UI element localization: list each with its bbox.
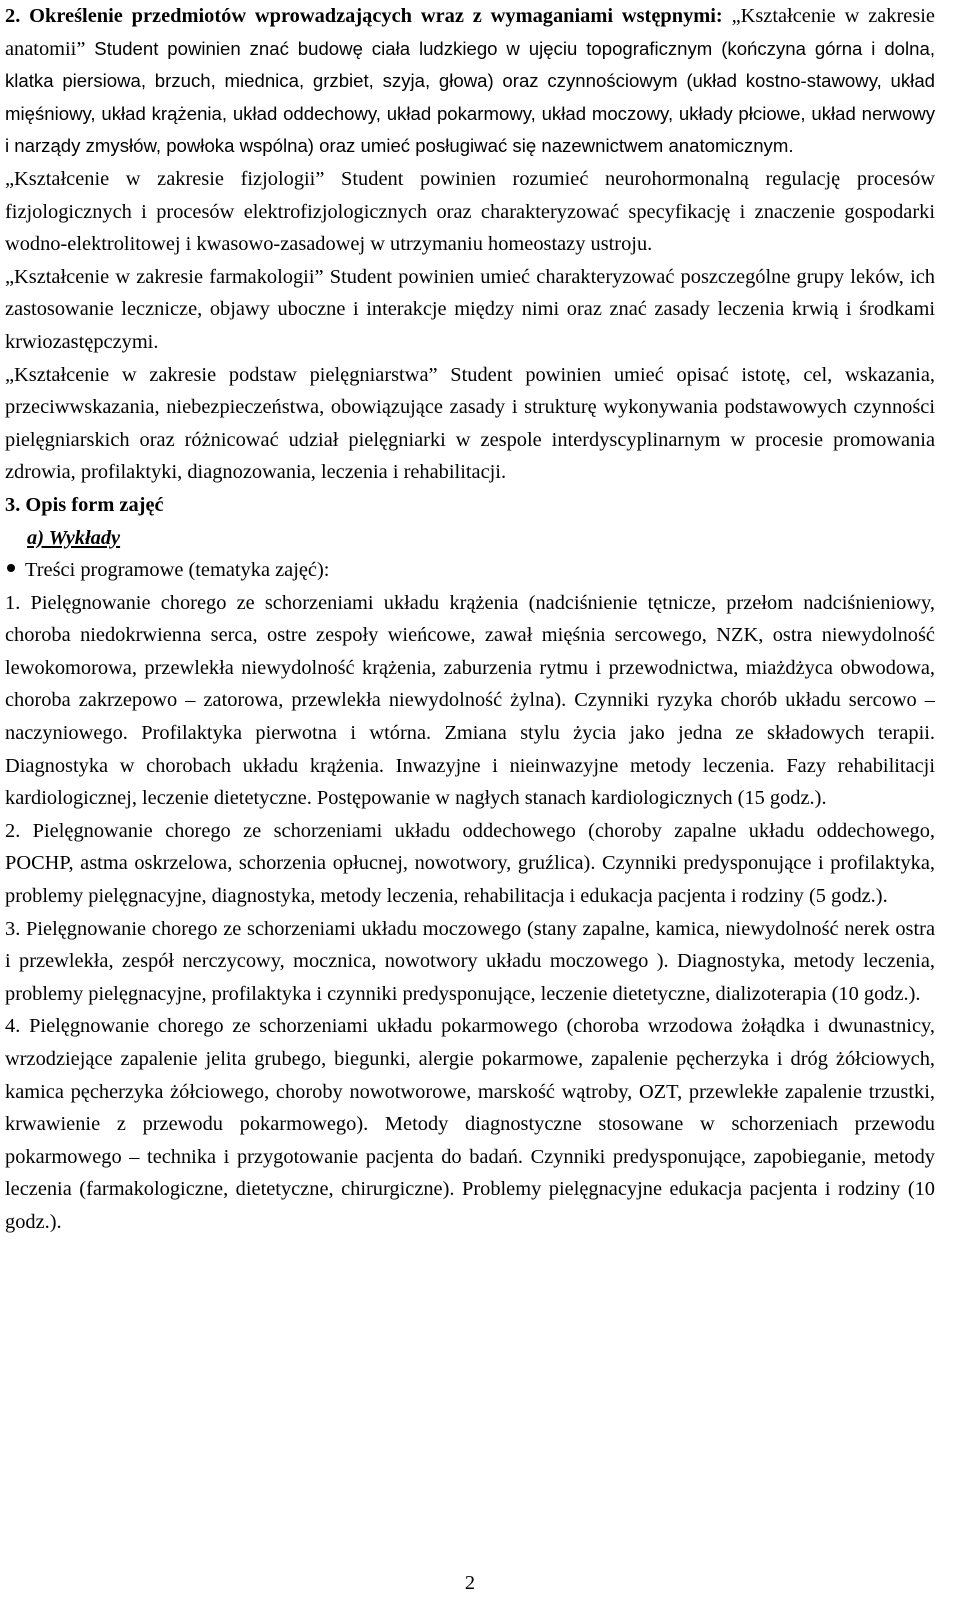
nursing-requirement: „Kształcenie w zakresie podstaw pielęgniarstwa” Student powinien umieć opisać istotę, cel, wskazania, przeciwwskazania, niebezpieczeństwa, obowiązujące zasady i strukturę wykonywania podstawowych czynności pielęgniarskich oraz różnicować udział pielęgniarki w zespole interdyscyplinarnym w procesie promowania zdrowia, profilaktyki, diagnozowania, leczenia i rehabilitacji. (5, 363, 935, 484)
topic-3: 3. Pielęgnowanie chorego ze schorzeniami układu moczowego (stany zapalne, kamica, niewydolność nerek ostra i przewlekła, zespół nerczycowy, mocznica, nowotwory układu moczowego ). Diagnostyka, metody leczenia, problemy pielęgnacyjne, profilaktyka i czynniki predysponujące, leczenie dietetyczne, dializoterapia (10 godz.). (5, 917, 935, 1005)
section-2-heading: 2. Określenie przedmiotów wprowadzających wraz z wymaganiami wstępnymi: (5, 5, 723, 27)
physiology-requirement: „Kształcenie w zakresie fizjologii” Student powinien rozumieć neurohormonalną regulację procesów fizjologicznych i procesów elektrofizjologicznych oraz charakteryzować specyfikację i znaczenie gospodarki wodno-elektrolitowej i kwasowo-zasadowej w utrzymaniu homeostazy ustroju. (5, 167, 935, 256)
prerequisites-paragraph (5, 0, 935, 163)
pharmacology-requirement: „Kształcenie w zakresie farmakologii” Student powinien umieć charakteryzować poszczególne grupy leków, ich zastosowanie lecznicze, objawy uboczne i interakcje między nimi oraz znać zasady leczenia krwią i środkami krwiozastępczymi. (5, 265, 935, 353)
document-page (5, 0, 935, 1239)
anatomy-text: Student powinien znać budowę ciała ludzkiego w ujęciu topograficznym (kończyna górna i dolna, klatka piersiowa, brzuch, miednica, grzbiet, szyja, głowa) oraz czynnościowym (układ kostno-stawowy, układ mięśniowy, układ krążenia, układ oddechowy, układ pokarmowy, układ moczowy, układy płciowe, układ nerwowy i narządy zmysłów, powłoka wspólna) oraz umieć posługiwać się nazewnictwem anatomicznym. (5, 37, 935, 157)
topic-4: 4. Pielęgnowanie chorego ze schorzeniami układu pokarmowego (choroba wrzodowa żołądka i dwunastnicy, wrzodziejące zapalenie jelita grubego, biegunki, alergie pokarmowe, zapalenie pęcherzyka i dróg żółciowych, kamica pęcherzyka żółciowego, choroby nowotworowe, marskość wątroby, OZT, przewlekłe zapalenie trzustki, krwawienie z przewodu pokarmowego). Metody diagnostyczne stosowane w schorzeniach przewodu pokarmowego – technika i przygotowanie pacjenta do badań. Czynniki predysponujące, zapobieganie, metody leczenia (farmakologiczne, dietetyczne, chirurgiczne). Problemy pielęgnacyjne edukacja pacjenta i rodziny (10 godz.). (5, 1015, 935, 1233)
page-number: 2 (464, 1572, 476, 1594)
section-3-heading: 3. Opis form zajęć (5, 493, 164, 516)
lectures-subheading: a) Wykłady (27, 526, 121, 549)
program-content-label: Treści programowe (tematyka zajęć): (25, 559, 330, 582)
program-content-bullet (5, 554, 935, 587)
anatomy-title: „Kształcenie w zakresie anatomii” (5, 5, 935, 60)
bullet-icon (7, 564, 15, 572)
topic-1: 1. Pielęgnowanie chorego ze schorzeniami układu krążenia (nadciśnienie tętnicze, przełom nadciśnieniowy, choroba niedokrwienna serca, ostre zespoły wieńcowe, zawał mięśnia sercowego, NZK, ostra niewydolność lewokomorowa, przewlekła niewydolność krążenia, zaburzenia rytmu i przewodnictwa, miażdżyca obwodowa, choroba zakrzepowo – zatorowa, przewlekła niewydolność żylna). Czynniki ryzyka chorób układu sercowo – naczyniowego. Profilaktyka pierwotna i wtórna. Zmiana stylu życia jako jedna ze składowych terapii. Diagnostyka w chorobach układu krążenia. Inwazyjne i nieinwazyjne metody leczenia. Fazy rehabilitacji kardiologicznej, leczenie dietetyczne. Postępowanie w nagłych stanach kardiologicznych (15 godz.). (5, 591, 935, 810)
topic-2: 2. Pielęgnowanie chorego ze schorzeniami układu oddechowego (choroby zapalne układu oddechowego, POCHP, astma oskrzelowa, schorzenia opłucnej, nowotwory, gruźlica). Czynniki predysponujące i profilaktyka, problemy pielęgnacyjne, diagnostyka, metody leczenia, rehabilitacja i edukacja pacjenta i rodziny (5 godz.). (5, 819, 935, 908)
anatomy-requirement (5, 5, 935, 157)
